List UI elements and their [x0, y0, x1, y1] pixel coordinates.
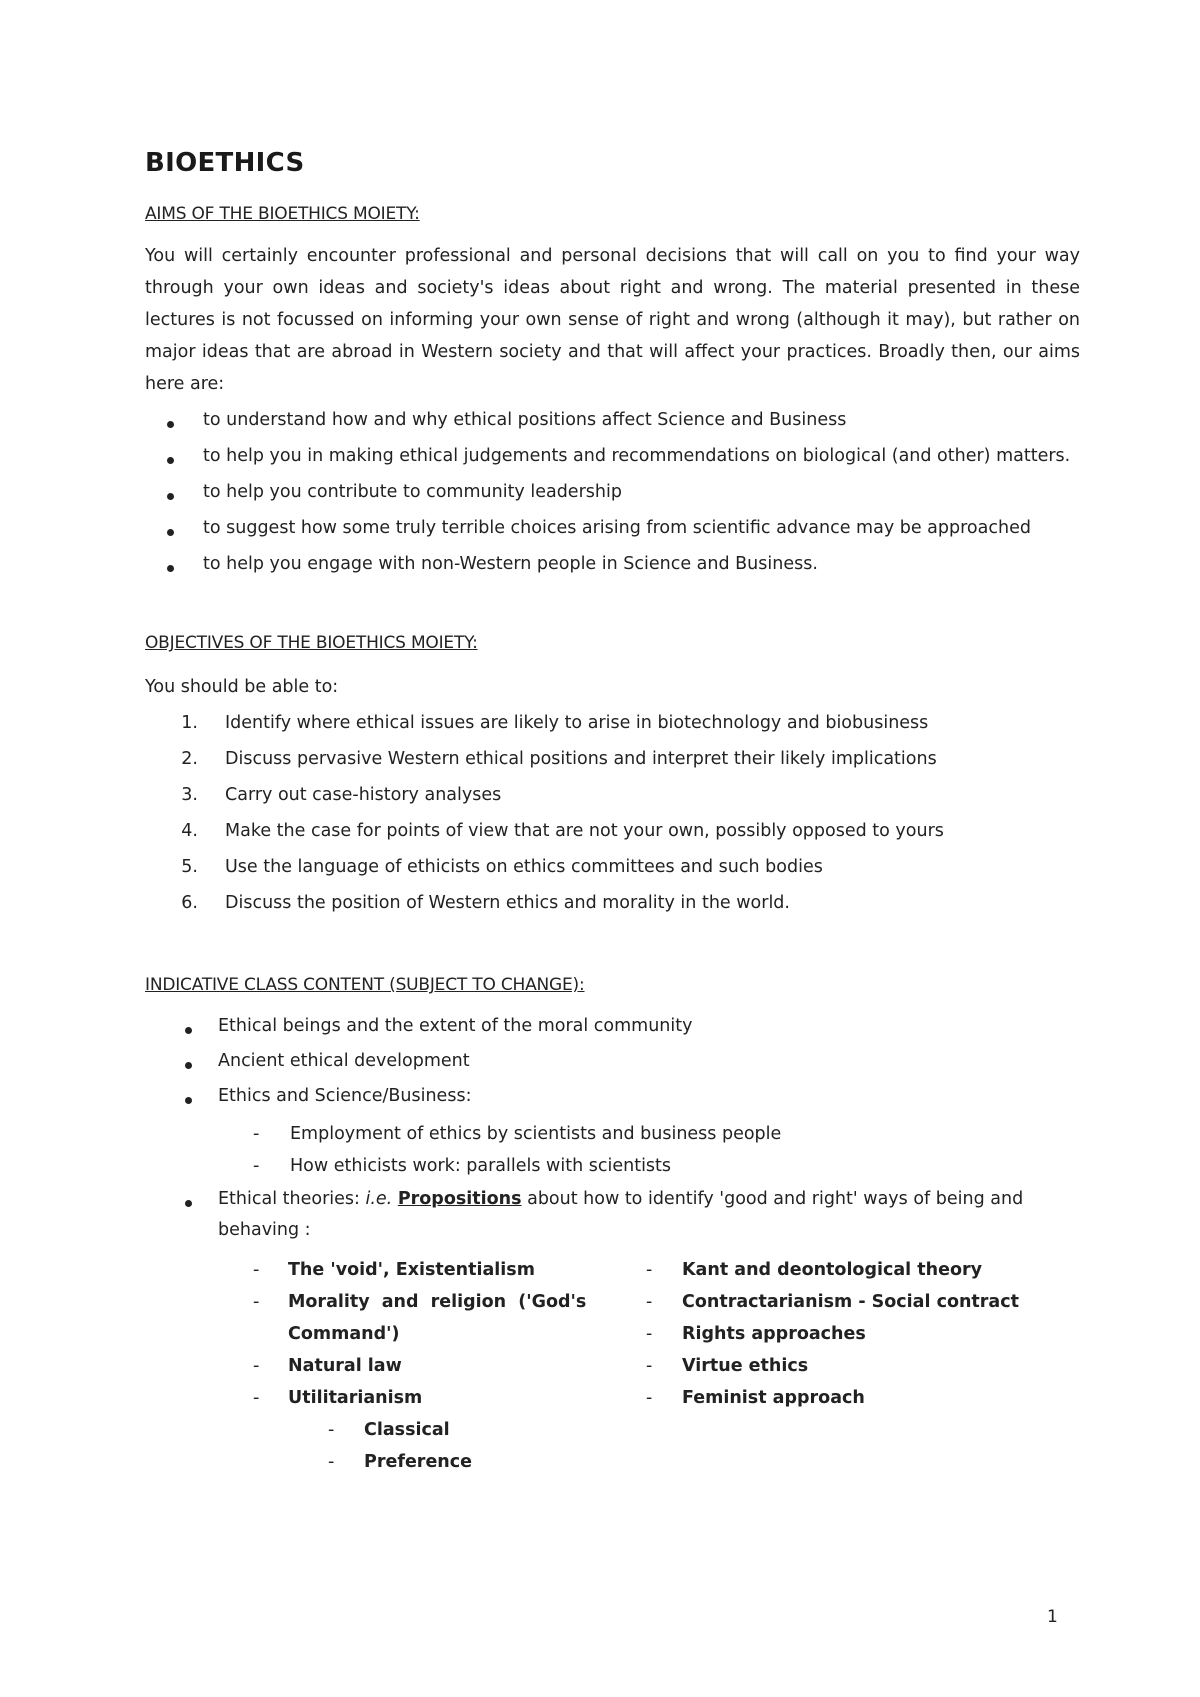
list-number: 3. [181, 785, 198, 805]
bullet-dot [185, 1062, 192, 1069]
ie-abbrev: i.e. [365, 1189, 393, 1209]
dash-marker: - [253, 1260, 260, 1280]
list-item: Ancient ethical development [218, 1051, 470, 1071]
sub-list-item: How ethicists work: parallels with scientists [290, 1156, 672, 1176]
list-item: Ethical beings and the extent of the moral community [218, 1016, 693, 1036]
list-item: to help you engage with non-Western people in Science and Business. [203, 554, 818, 574]
list-item: to suggest how some truly terrible choices arising from scientific advance may be approached [203, 518, 1031, 538]
dash-marker: - [646, 1260, 653, 1280]
theory-item: Contractarianism - Social contract [682, 1292, 1019, 1312]
list-number: 6. [181, 893, 198, 913]
dash-marker: - [328, 1420, 335, 1440]
objectives-intro: You should be able to: [145, 677, 339, 697]
page-number: 1 [1047, 1607, 1058, 1627]
dash-marker: - [253, 1388, 260, 1408]
theory-item: Morality and religion ('God's [288, 1292, 587, 1312]
dash-marker: - [253, 1292, 260, 1312]
theories-prefix: Ethical theories: [218, 1189, 366, 1209]
content-heading: INDICATIVE CLASS CONTENT (SUBJECT TO CHANGE): [145, 975, 585, 995]
theory-item: Kant and deontological theory [682, 1260, 983, 1280]
aims-heading: AIMS OF THE BIOETHICS MOIETY: [145, 204, 420, 224]
theory-item: Rights approaches [682, 1324, 866, 1344]
list-number: 4. [181, 821, 198, 841]
theory-item: Feminist approach [682, 1388, 865, 1408]
bullet-dot [167, 457, 174, 464]
list-item: Carry out case-history analyses [225, 785, 502, 805]
bullet-dot [185, 1097, 192, 1104]
list-number: 1. [181, 713, 198, 733]
theory-item-continued: Command') [288, 1324, 400, 1344]
theory-item: Utilitarianism [288, 1388, 423, 1408]
theories-suffix: about how to identify 'good and right' ways of being and [521, 1189, 1024, 1209]
list-item: to help you contribute to community leadership [203, 482, 622, 502]
bullet-dot [167, 493, 174, 500]
list-item: to help you in making ethical judgements and recommendations on biological (and other) matters. [203, 446, 1071, 466]
dash-marker: - [646, 1356, 653, 1376]
list-item: Discuss pervasive Western ethical positions and interpret their likely implications [225, 749, 937, 769]
bullet-dot [185, 1200, 192, 1207]
sub-list-item: Employment of ethics by scientists and business people [290, 1124, 782, 1144]
list-item: Discuss the position of Western ethics and morality in the world. [225, 893, 790, 913]
theory-item: The 'void', Existentialism [288, 1260, 535, 1280]
utilitarian-sub-item: Classical [364, 1420, 450, 1440]
page-title: BIOETHICS [145, 148, 305, 178]
propositions-keyword: Propositions [397, 1189, 522, 1209]
dash-marker: - [328, 1452, 335, 1472]
bullet-dot [167, 565, 174, 572]
theories-line [218, 1189, 1023, 1209]
objectives-heading: OBJECTIVES OF THE BIOETHICS MOIETY: [145, 633, 478, 653]
dash-marker: - [646, 1324, 653, 1344]
aims-paragraph: You will certainly encounter professional and personal decisions that will call on you to find your way through your own ideas and society's ideas about right and wrong. The material presented in these lectures is not focussed on informing your own sense of right and wrong (although it may), but rather on major ideas that are abroad in Western society and that will affect your practices. Broadly then, our aims here are: [145, 246, 1080, 394]
list-item: Identify where ethical issues are likely to arise in biotechnology and biobusiness [225, 713, 929, 733]
dash-marker: - [253, 1156, 260, 1176]
list-number: 2. [181, 749, 198, 769]
list-item: Use the language of ethicists on ethics committees and such bodies [225, 857, 823, 877]
theories-line-2: behaving : [218, 1220, 311, 1240]
dash-marker: - [253, 1124, 260, 1144]
dash-marker: - [253, 1356, 260, 1376]
dash-marker: - [646, 1292, 653, 1312]
list-number: 5. [181, 857, 198, 877]
list-item: Ethics and Science/Business: [218, 1086, 472, 1106]
theory-item: Natural law [288, 1356, 402, 1376]
bullet-dot [167, 421, 174, 428]
theory-item: Virtue ethics [682, 1356, 809, 1376]
list-item: to understand how and why ethical positions affect Science and Business [203, 410, 847, 430]
dash-marker: - [646, 1388, 653, 1408]
bullet-dot [167, 529, 174, 536]
bullet-dot [185, 1027, 192, 1034]
utilitarian-sub-item: Preference [364, 1452, 473, 1472]
list-item: Make the case for points of view that are not your own, possibly opposed to yours [225, 821, 944, 841]
